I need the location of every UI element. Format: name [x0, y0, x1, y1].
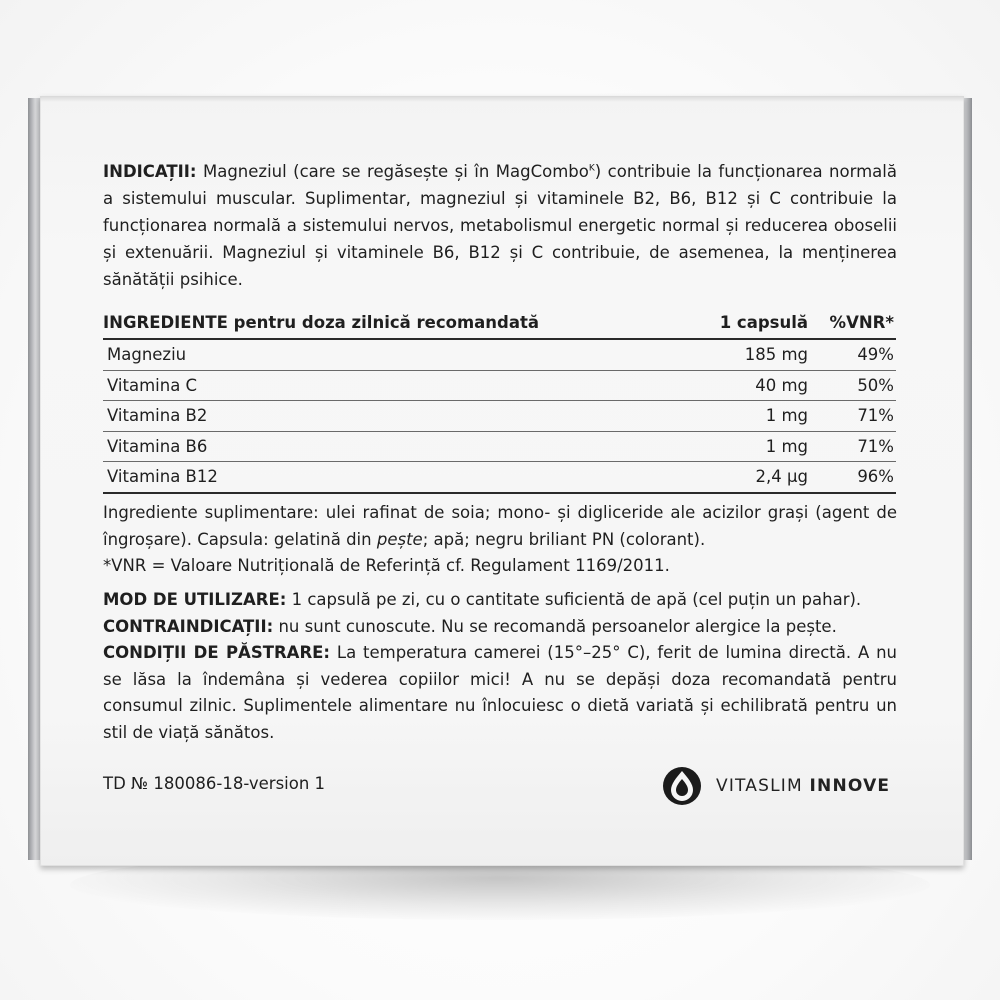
brand-wordmark [716, 776, 890, 796]
row-amount: 1 mg [765, 406, 808, 426]
row-vnr: 71% [857, 436, 894, 456]
table-header [103, 306, 896, 340]
row-amount: 2,4 µg [755, 467, 808, 487]
table-row [103, 432, 896, 463]
row-vnr: 50% [857, 375, 894, 395]
supplementary-text-a: Ingrediente suplimentare: ulei rafinat de soia; mono- și digliceride ale acizilor grași (agent de îngroșare). Capsula: gelatină din [103, 503, 897, 549]
contra-text: nu sunt cunoscute. Nu se recomandă persoanelor alergice la pește. [273, 616, 837, 636]
row-vnr: 96% [857, 467, 894, 487]
table-row [103, 462, 896, 494]
supplementary-text-b: ; apă; negru briliant PN (colorant). [422, 529, 706, 549]
row-amount: 40 mg [755, 375, 808, 395]
mod-label: MOD DE UTILIZARE: [103, 590, 287, 609]
usage-paragraph [103, 587, 897, 746]
brand-line: INNOVE [809, 776, 891, 796]
row-vnr: 71% [857, 406, 894, 426]
row-name: Magneziu [107, 345, 187, 365]
row-name: Vitamina B6 [107, 436, 208, 456]
vnr-note: *VNR = Valoare Nutrițională de Referință cf. Regulament 1169/2011. [103, 556, 670, 575]
brand-logo [662, 766, 890, 806]
row-amount: 185 mg [744, 345, 808, 365]
mod-text: 1 capsulă pe zi, cu o cantitate suficientă de apă (cel puțin un pahar). [286, 590, 862, 609]
storage-label: CONDIȚII DE PĂSTRARE: [103, 643, 331, 662]
indications-paragraph [103, 158, 897, 293]
supplementary-fish: pește [376, 529, 423, 549]
indications-text-a: Magneziul (care se regăsește și în MagCombo [196, 162, 589, 181]
table-row [103, 340, 896, 371]
supplementary-paragraph [103, 500, 897, 580]
row-name: Vitamina C [107, 375, 198, 395]
header-vnr: %VNR* [829, 312, 894, 332]
row-name: Vitamina B2 [107, 406, 208, 426]
brand-name: VITASLIM [716, 776, 803, 796]
storage-text: La temperatura camerei (15°–25° C), ferit de lumina directă. A nu se lăsa la îndemâna și vederea copiilor mici! A nu se depăși doza recomandată pentru consumul zilnic. Suplimentele alimentare nu înlocuiesc o dietă variată și echilibrată pentru un stil de viață sănătos. [103, 643, 898, 742]
row-amount: 1 mg [765, 436, 808, 456]
row-name: Vitamina B12 [107, 467, 218, 487]
ingredients-table [103, 306, 896, 494]
contra-label: CONTRAINDICAȚII: [103, 616, 274, 636]
trademark-mark: K [588, 163, 595, 174]
table-row [103, 401, 896, 432]
indications-text-b: ) contribuie la funcționarea normală a sistemului muscular. Suplimentar, magneziul și vitaminele B2, B6, B12 și C contribuie la funcționarea normală a sistemului nervos, metabolismul energetic normal și reducerea oboselii și extenuării. Magneziul și vitaminele B6, B12 și C contribuie, de asemenea, la menținerea sănătății psihice. [103, 162, 897, 289]
indications-label: INDICAȚII: [103, 162, 197, 181]
row-vnr: 49% [857, 345, 894, 365]
td-code: TD № 180086-18-version 1 [103, 774, 326, 793]
header-ingredients: INGREDIENTE pentru doza zilnică recomandată [103, 312, 540, 332]
drop-circle-logo-icon [662, 766, 702, 806]
box-top-edge [40, 96, 964, 102]
header-amount: 1 capsulă [719, 312, 808, 332]
table-row [103, 371, 896, 402]
